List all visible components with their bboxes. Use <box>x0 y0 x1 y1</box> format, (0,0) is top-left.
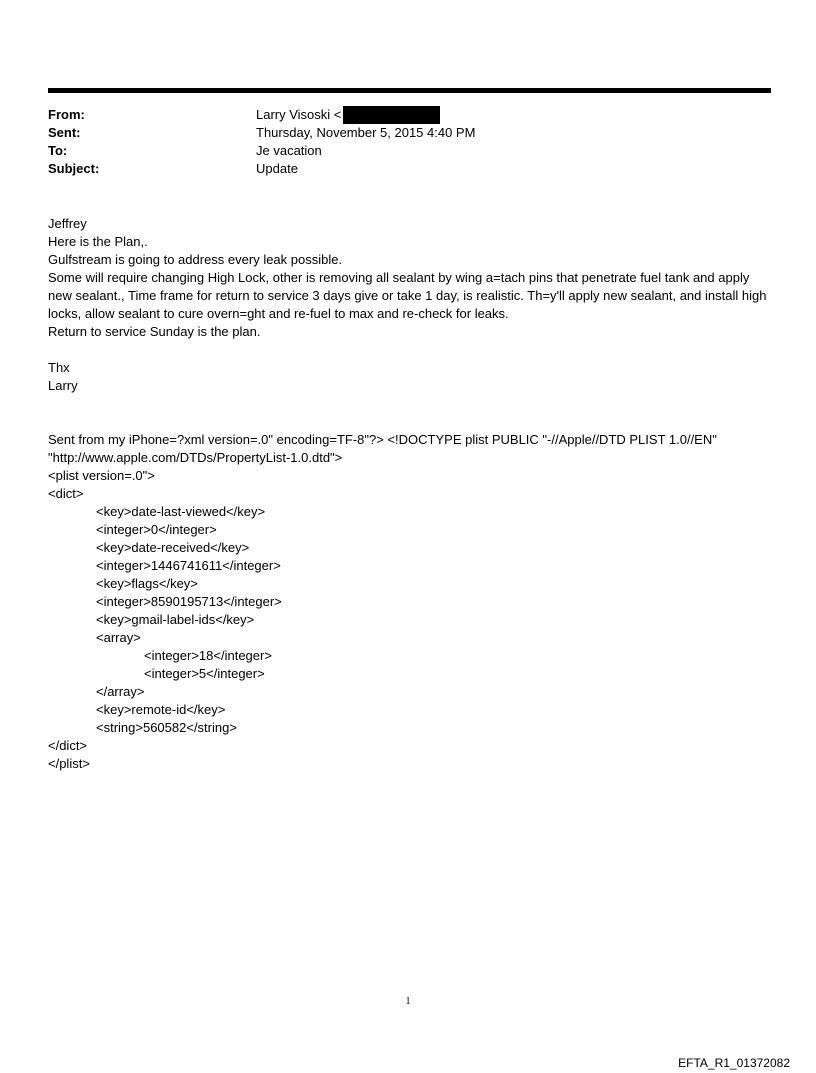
sent-value: Thursday, November 5, 2015 4:40 PM <box>256 125 476 140</box>
plist-line: </array> <box>96 684 145 699</box>
to-value: Je vacation <box>256 143 322 158</box>
plist-line: <key>date-received</key> <box>96 540 250 555</box>
spacer <box>48 341 773 359</box>
plist-line: <integer>5</integer> <box>144 666 265 681</box>
spacer <box>48 395 773 431</box>
to-label: To: <box>48 143 68 158</box>
plist-line: <plist version=.0"> <box>48 468 155 483</box>
signature: Larry <box>48 378 78 393</box>
body-line: Here is the Plan,. <box>48 234 148 249</box>
plist-line: <key>date-last-viewed</key> <box>96 504 266 519</box>
plist-line: <dict> <box>48 486 84 501</box>
sent-label: Sent: <box>48 125 81 140</box>
plist-line: Sent from my iPhone=?xml version=.0" encoding=TF-8"?> <!DOCTYPE plist PUBLIC "-//Apple//DTD PLIST 1.0//EN" <box>48 432 717 447</box>
plist-line: <array> <box>96 630 141 645</box>
plist-line: <key>flags</key> <box>96 576 198 591</box>
from-row <box>48 106 768 124</box>
email-body <box>48 215 773 773</box>
page-number: 1 <box>405 996 411 1007</box>
plist-line: <integer>8590195713</integer> <box>96 594 282 609</box>
sent-row <box>48 124 768 142</box>
plist-line: <string>560582</string> <box>96 720 237 735</box>
from-sender: Larry Visoski < <box>256 107 342 122</box>
plist-line: </dict> <box>48 738 88 753</box>
to-row <box>48 142 768 160</box>
plist-line: <integer>0</integer> <box>96 522 217 537</box>
plist-line: <integer>1446741611</integer> <box>96 558 281 573</box>
plist-line: "http://www.apple.com/DTDs/PropertyList-1.0.dtd"> <box>48 450 343 465</box>
plist-line: </plist> <box>48 756 90 771</box>
from-value <box>256 106 440 124</box>
header-rule <box>48 88 771 93</box>
plist-line: <key>gmail-label-ids</key> <box>96 612 255 627</box>
subject-label: Subject: <box>48 161 100 176</box>
greeting: Jeffrey <box>48 216 87 231</box>
body-line: Return to service Sunday is the plan. <box>48 324 261 339</box>
plist-line: <key>remote-id</key> <box>96 702 226 717</box>
body-paragraph: Some will require changing High Lock, other is removing all sealant by wing a=tach pins that penetrate fuel tank and apply new sealant., Time frame for return to service 3 days give or take 1 day, is realistic. Th=y'll apply new sealant, and install high locks, allow sealant to cure overn=ght and re-fuel to max and re-check for leaks. <box>48 270 767 321</box>
redaction-box <box>343 106 440 124</box>
subject-row <box>48 160 768 178</box>
plist-line: <integer>18</integer> <box>144 648 272 663</box>
thanks: Thx <box>48 360 70 375</box>
subject-value: Update <box>256 161 298 176</box>
bates-number: EFTA_R1_01372082 <box>678 1056 790 1070</box>
from-label: From: <box>48 107 85 122</box>
email-header <box>48 106 768 178</box>
body-line: Gulfstream is going to address every leak possible. <box>48 252 343 267</box>
